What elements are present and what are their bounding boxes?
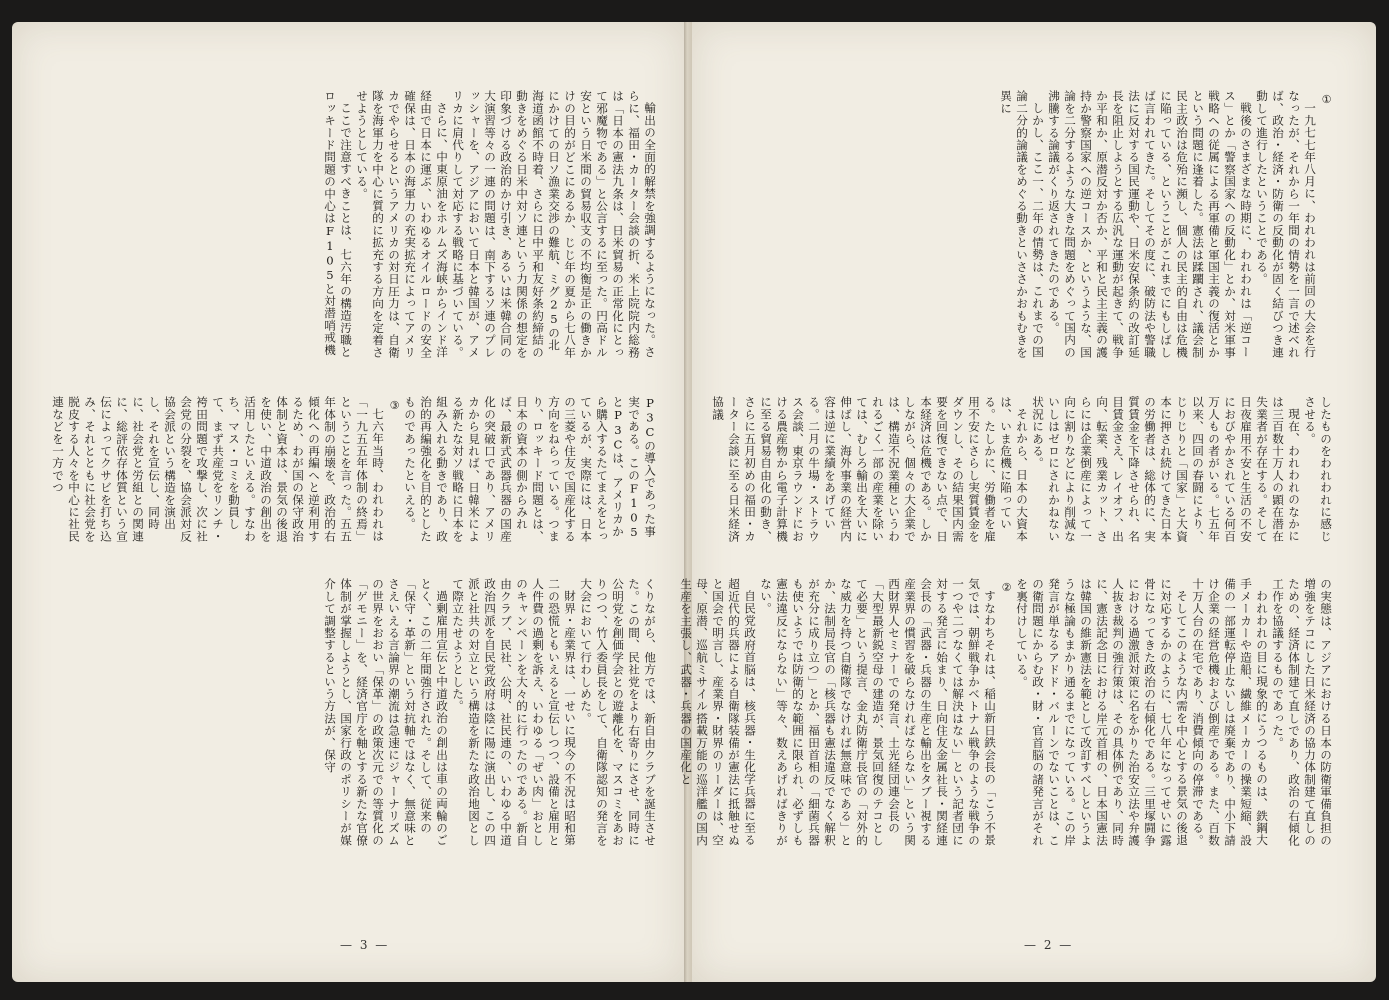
page-number: — 2 — [1024,938,1074,952]
left-text-upper-tier [58,90,658,360]
left-text-lower-tier [58,578,658,848]
paragraph: くりながら、他方では、新自由クラブを誕生させた。この間、民社党をより右寄りにさせ、同時に公明党を創価学会との遊離化を、マスコミをあおりつつ、竹入委員長をして、自衛隊認知の発言を大会において行わしめた。 [579,578,657,847]
paragraph: 一九七七年八月に、われわれは前回の大会を行なったが、それから一年間の情勢を一言で述べれば、政治・経済・防衛の反動化が固く結びつき連動して進行したということである。 [1255,90,1317,359]
paragraph: そしてこのような内需を中心とする景気の後退に対応するかのように、七八年になってせいに露骨になってきた政治の右傾化である。三里塚闘争における過激派対策に名をかりた治安立法や弁護人抜き裁判の強行策は、その具体例であり、同時に、憲法記念日における岸元首相の、日本国憲法は韓国の維新憲法を範として改訂すべしというような極論もまかり通るまでになっている。この岸発言が単なるアドド・バルーンでないことは、この衛問題にからむ政・財・官首脳の諸発言がそれを裏付けしている。 [1015,578,1189,847]
paragraph: すなわちそれは、稲山新日鉄会長の「こう不景気では、朝鮮戦争かベトナム戦争のような戦争の一つや二つなくては解決はない」という記者団に対する発言に始まり、日向住友金属社長・関経連会長の「武器・兵器の生産と輸出をタブー視する産業界の慣習を破らなければならない」という関西財界人セミナーでの発言、土光経団連会長の「大型最新鋭空母の建造が、景気回復のテコとして必要」という提言、金丸防衛庁長官の「対外的な威力を持つ自衛隊でなければ無意味である」とか、法制局長官の「核兵器も憲法違反でなく解釈が充分に成り立つ」とか、福田首相の「細菌兵器も使いようでは防衛的な範囲に限られ、必ずしも憲法違反にならない」等々、数えあげればきりがない。 [759,578,997,847]
page-number: — 3 — [340,938,390,952]
paragraph: の実態は、アジアにおける日本の防衛軍備負担の増強をテコにした日米経済の協力体制建て直しのための、経済体制建て直しであり、政治の右傾化工作を協議するものであった。 [1271,578,1333,847]
right-page [679,22,1376,982]
left-text-middle-tier [51,396,658,546]
right-text-lower-tier [679,578,1334,848]
paragraph: 戦後のさまざまな時期に、われわれは「逆コース」とか「警察国家への反動化」とか、対米軍事戦略への従属による再軍備と軍国主義の復活とかという問題に逢着した。憲法は蹂躙され、議会制民主政治は危殆に瀕し、個人の民主的自由は危機に陥っている、ということがこれまでにもしばしば言われてきた。そしてその度に、破防法や警職法に反対する国民運動や、日米安保条約の改訂延長を阻止しようとする広汎な運動が起きて、戦争か平和か、原潜反対か否か、平和と民主主義の護持か警察国家への逆コースか、というような、国論を二分するような大きな問題をめぐって国内の沸騰する論議がくり返されてきたのである。 [1047,90,1253,359]
right-text-upper-tier [738,90,1334,360]
right-text-middle-tier [711,396,1334,546]
section-number: ③ [388,399,401,413]
paragraph: 過剰雇用宣伝と中道政治の創出は車の両輪のごとく、この二年間強行された。そして、従来の「保守・革新」という対抗軸ではなく、無意味とさえいえる言論界の潮流は急速にジャーナリズムの世界をおおい「保革」の政策次元での等質化の「ゲモニー」を、経済官庁を軸とする新たな官僚体制が掌握しようとし、国家行政のポリシーが媒介して調整するという方法が、保守 [323,578,449,847]
paragraph: したものをわれわれに感じさせる。 [1303,396,1333,543]
paragraph: 財界・産業界は、一せいに現今の不況は昭和第二の恐慌ともいえると宣伝しつつ、設備と雇用と人件費の過剰を訴え、いわゆる「ぜい肉」おとしのキャンペーンを大々的に行ったのである。新自由クラブ、民社、公明、社民連の、いわゆる中道政治四派を自民党政府は陰に陽に演出し、この四派と社共の対立という構造を新たな政治地図として際立たせようとした。 [451,578,577,847]
paragraph: われわれの目に現象的にうつるものは、鉄鋼大手メーカーや造船、繊維メーカーの操業短縮、設備の一部運転停止ないしは廃棄であり、中小下請け企業の経営危機および倒産である。また、百数十万人台の在宅であり、消費傾向の停滞である。 [1191,578,1269,847]
section-number: ② [1000,581,1013,595]
paragraph: P3Cの導入であった事実である。このF105とP3Cは、アメリカから購入するたてまえをとっているが、実際には、日本の三菱や住友で国産化する方向をねらっている。つまり、ロッキード問題とは、日本の資本の側からみれば、最新式武器兵器の国産化の突破口であり、アメリカから見れば、日韓米による新たな対ソ戦略に日本を組み入れる動きであり、政治的再編強化を目的としたものであったといえる。 [403,396,657,543]
paragraph: しかし、ここ一、二年の情勢は、これまでの国論二分的論議をめぐる動きといささかおもむきを異に [999,90,1045,359]
section-number: ① [1320,93,1333,107]
left-page [12,22,684,982]
paragraph: 自民党政府首脳は、核兵器・生化学兵器に至る超近代的兵器による自衛隊装備が憲法に抵触せぬと国会で明言し、産業界・財界のリーダーは、空母、原潜、巡航ミサイル搭載万能の巡洋艦の国内生産を主張し、武器・兵器の国産化と [679,578,757,847]
paragraph: 輸出の全面的解禁を強調するようになった。さらに、福田・カーター会談の折、米上院院内総務は「日本の憲法九条は、日米貿易の正常化にとって邪魔物である」と公言するに至った。円高ドル安という日米間の貿易収支の不均衡是正の働きかけの目的がどこにあるか、じじ年の夏から七八年にかけての日ソ漁業交渉の難航、ミグ25の北海道函館不時着、さらに日中平和友好条約締結の動きをめぐる日米中対ソ連という力関係の想定を印象づける政治的かけ引き、あるいは米韓合同の大演習等々の一連の問題は、南下するソ連のプレッシャーを、アジアにおいて日本と韓国が、アメリカに肩代りして対応する戦略に基づいている。 [451,90,657,359]
paragraph: それから、日本の大資本は、いま危機に陥っている。たしかに、労働者を雇用不安にさらし実質賃金をダウンし、その結果国内需要を回復できない点で、日本経済は危機である。しかしながら、個々の大企業では、構造不況業種というわれるごく一部の産業を除いては、むしろ輸出を大いに伸ばし、海外事業の経営内容は逆に業績をあげている。二月の牛場・ストラウス会談、東京ラウンドにおける農産物から電子計算機に至る貿易自由化の動き、さらに五月初めの福田・カーター会談に至る日米経済協議 [711,396,1029,543]
paragraph: 現在、われわれのなかには三百数十万人の顕在潜在失業者が存在する。そして日夜雇用不安と生活の不安におびやかされている何百万人もの者がいる。七五年以来、四回の春闘により、じりじりと「国家」と大資本に押され続けてきた日本の労働者は、総体的に、実質賃金を下降させられ、名目賃金さえ、レイオフ、出向、転業、残業カット、さらには企業倒産によって一向に割りなどにより削減ないしはゼロにされかねない状況にある。 [1031,396,1301,543]
paragraph: さらに、中東原油をホルムズ海峡からインド洋経由で日本に運ぶ、いわゆるオイルロードの安全確保は、日本の海軍力の充実拡充によってアメリカでやらせるというアメリカの対日圧力は、自衛隊を海軍力を中心に質的に拡充する方向を定着させようとしている。 [355,90,449,359]
paragraph: 七六年当時、われわれは「一九五五年体制の終焉」ということを言った。五五年体制の崩壊を、政治的右傾化への再編へと逆利用するため、わが国の保守政治体制と資本は、景気の後退を使い、中道政治の創出を活用したといえる。すなわち、マス・コミを動員して、まず共産党をリンチ・袴田問題で攻撃し、次に社会党の分裂を、協会派対反協会派という構造を演出し、それを宣伝し、同時に、社会党と労組との関連に、総評依存体質という宣伝によってクサビを打ち込み、それとともに社会党を脱皮する人々を中心に社民連などを一方でつ [51,396,385,543]
paragraph: ここで注意すべきことは、七六年の構造汚職とロッキード問題の中心はF105と対潜哨戒機 [323,90,353,358]
